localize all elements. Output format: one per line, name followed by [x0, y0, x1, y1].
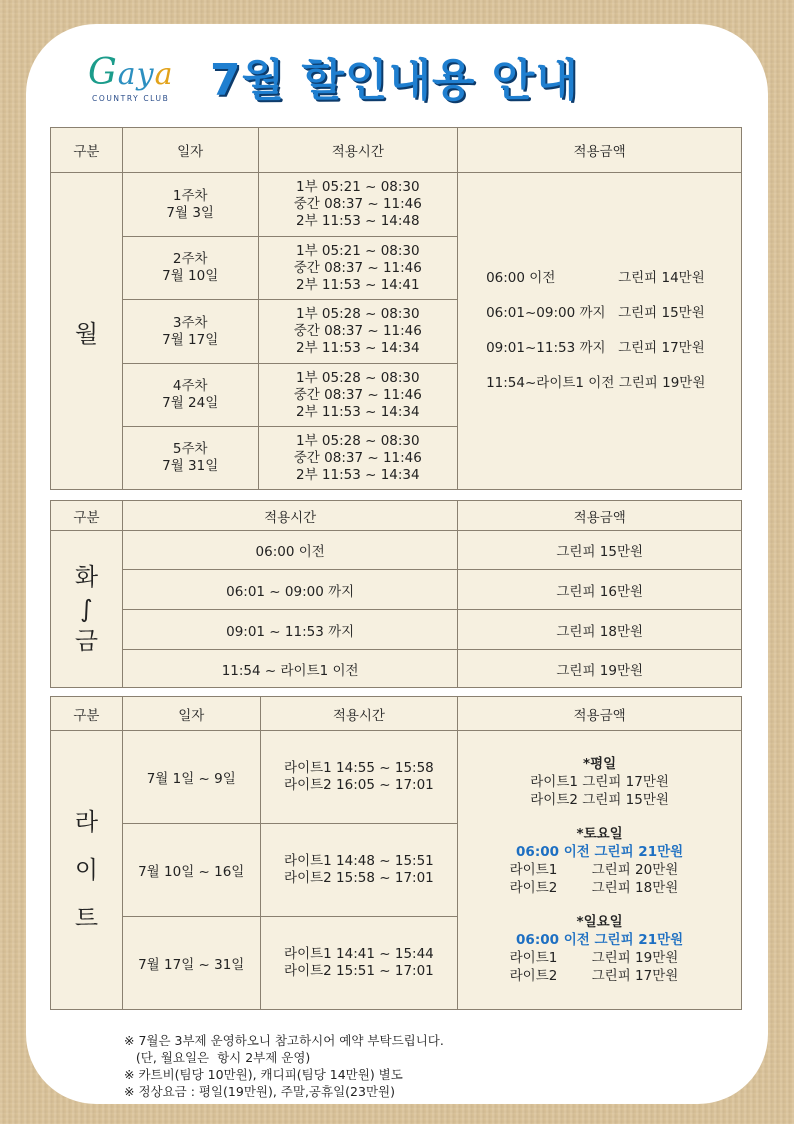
saturday-fees: *토요일 06:00 이전 그린피 21만원 라이트1 그린피 20만원 라이트2 그린피 18만원 — [509, 826, 684, 896]
logo-subtitle: COUNTRY CLUB — [92, 94, 170, 103]
price-item: 06:01~09:00 까지 그린피 15만원 — [486, 305, 705, 321]
table-row — [51, 650, 742, 688]
week-cell: 2주차 7월 10일 — [122, 237, 258, 300]
price-cell: 그린피 16만원 — [458, 570, 742, 610]
time-cell: 라이트1 14:48 ~ 15:51 라이트2 15:58 ~ 17:01 — [260, 824, 458, 917]
time-cell: 11:54 ~ 라이트1 이전 — [122, 650, 458, 688]
table-row — [51, 531, 742, 570]
table-header-row — [51, 697, 742, 731]
price-cell: 그린피 19만원 — [458, 650, 742, 688]
time-cell: 1부 05:28 ~ 08:30 중간 08:37 ~ 11:46 2부 11:53 ~ 14:34 — [258, 427, 458, 490]
time-cell: 09:01 ~ 11:53 까지 — [122, 610, 458, 650]
header-date: 일자 — [122, 128, 258, 173]
header-category: 구분 — [51, 501, 123, 531]
tue-fri-discount-table — [50, 500, 742, 688]
header-price: 적용금액 — [458, 501, 742, 531]
twilight-discount-table — [50, 696, 742, 1010]
time-cell: 1부 05:21 ~ 08:30 중간 08:37 ~ 11:46 2부 11:53 ~ 14:48 — [258, 173, 458, 237]
price-list — [458, 173, 742, 490]
week-cell: 5주차 7월 31일 — [122, 427, 258, 490]
time-cell: 라이트1 14:41 ~ 15:44 라이트2 15:51 ~ 17:01 — [260, 917, 458, 1010]
time-cell: 1부 05:28 ~ 08:30 중간 08:37 ~ 11:46 2부 11:53 ~ 14:34 — [258, 364, 458, 427]
table-row — [51, 570, 742, 610]
time-cell: 06:01 ~ 09:00 까지 — [122, 570, 458, 610]
time-cell: 06:00 이전 — [122, 531, 458, 570]
table-header-row — [51, 128, 742, 173]
header-category: 구분 — [51, 128, 123, 173]
time-cell: 라이트1 14:55 ~ 15:58 라이트2 16:05 ~ 17:01 — [260, 731, 458, 824]
price-cell: 그린피 18만원 — [458, 610, 742, 650]
monday-discount-table — [50, 127, 742, 490]
date-cell: 7월 1일 ~ 9일 — [122, 731, 260, 824]
page-title: 7월 할인내용 안내 — [210, 55, 579, 106]
footnotes — [124, 1032, 444, 1100]
time-cell: 1부 05:28 ~ 08:30 중간 08:37 ~ 11:46 2부 11:53 ~ 14:34 — [258, 300, 458, 364]
note-line: (단, 월요일은 항시 2부제 운영) — [124, 1050, 311, 1065]
logo-wordmark: Gaya — [88, 52, 174, 93]
twilight-price-block — [458, 731, 742, 1010]
table-row — [51, 610, 742, 650]
price-item: 11:54~라이트1 이전 그린피 19만원 — [486, 375, 706, 391]
group-label-monday: 월 — [51, 173, 123, 490]
week-cell: 1주차 7월 3일 — [122, 173, 258, 237]
date-cell: 7월 17일 ~ 31일 — [122, 917, 260, 1010]
group-label-tue-fri: 화 ∫ 금 — [51, 531, 123, 688]
header-time: 적용시간 — [258, 128, 458, 173]
gaya-logo — [88, 52, 196, 106]
price-cell: 그린피 15만원 — [458, 531, 742, 570]
group-label-twilight: 라 이 트 — [51, 731, 123, 1010]
note-line: ※ 7월은 3부제 운영하오니 참고하시어 예약 부탁드립니다. — [124, 1033, 444, 1048]
weekday-fees: *평일 라이트1 그린피 17만원 라이트2 그린피 15만원 — [530, 756, 669, 808]
note-line: ※ 카트비(팀당 10만원), 캐디피(팀당 14만원) 별도 — [124, 1067, 403, 1082]
header-price: 적용금액 — [458, 128, 742, 173]
date-cell: 7월 10일 ~ 16일 — [122, 824, 260, 917]
header-price: 적용금액 — [458, 697, 742, 731]
table-row — [51, 173, 742, 237]
time-cell: 1부 05:21 ~ 08:30 중간 08:37 ~ 11:46 2부 11:53 ~ 14:41 — [258, 237, 458, 300]
price-item: 09:01~11:53 까지 그린피 17만원 — [486, 340, 705, 356]
header-date: 일자 — [122, 697, 260, 731]
header-category: 구분 — [51, 697, 123, 731]
sunday-fees: *일요일 06:00 이전 그린피 21만원 라이트1 그린피 19만원 라이트2 그린피 17만원 — [509, 914, 684, 984]
week-cell: 3주차 7월 17일 — [122, 300, 258, 364]
table-row — [51, 731, 742, 824]
price-item: 06:00 이전 그린피 14만원 — [486, 270, 705, 286]
note-line: ※ 정상요금 : 평일(19만원), 주말,공휴일(23만원) — [124, 1084, 395, 1099]
week-cell: 4주차 7월 24일 — [122, 364, 258, 427]
header-time: 적용시간 — [260, 697, 458, 731]
header-time: 적용시간 — [122, 501, 458, 531]
table-header-row — [51, 501, 742, 531]
